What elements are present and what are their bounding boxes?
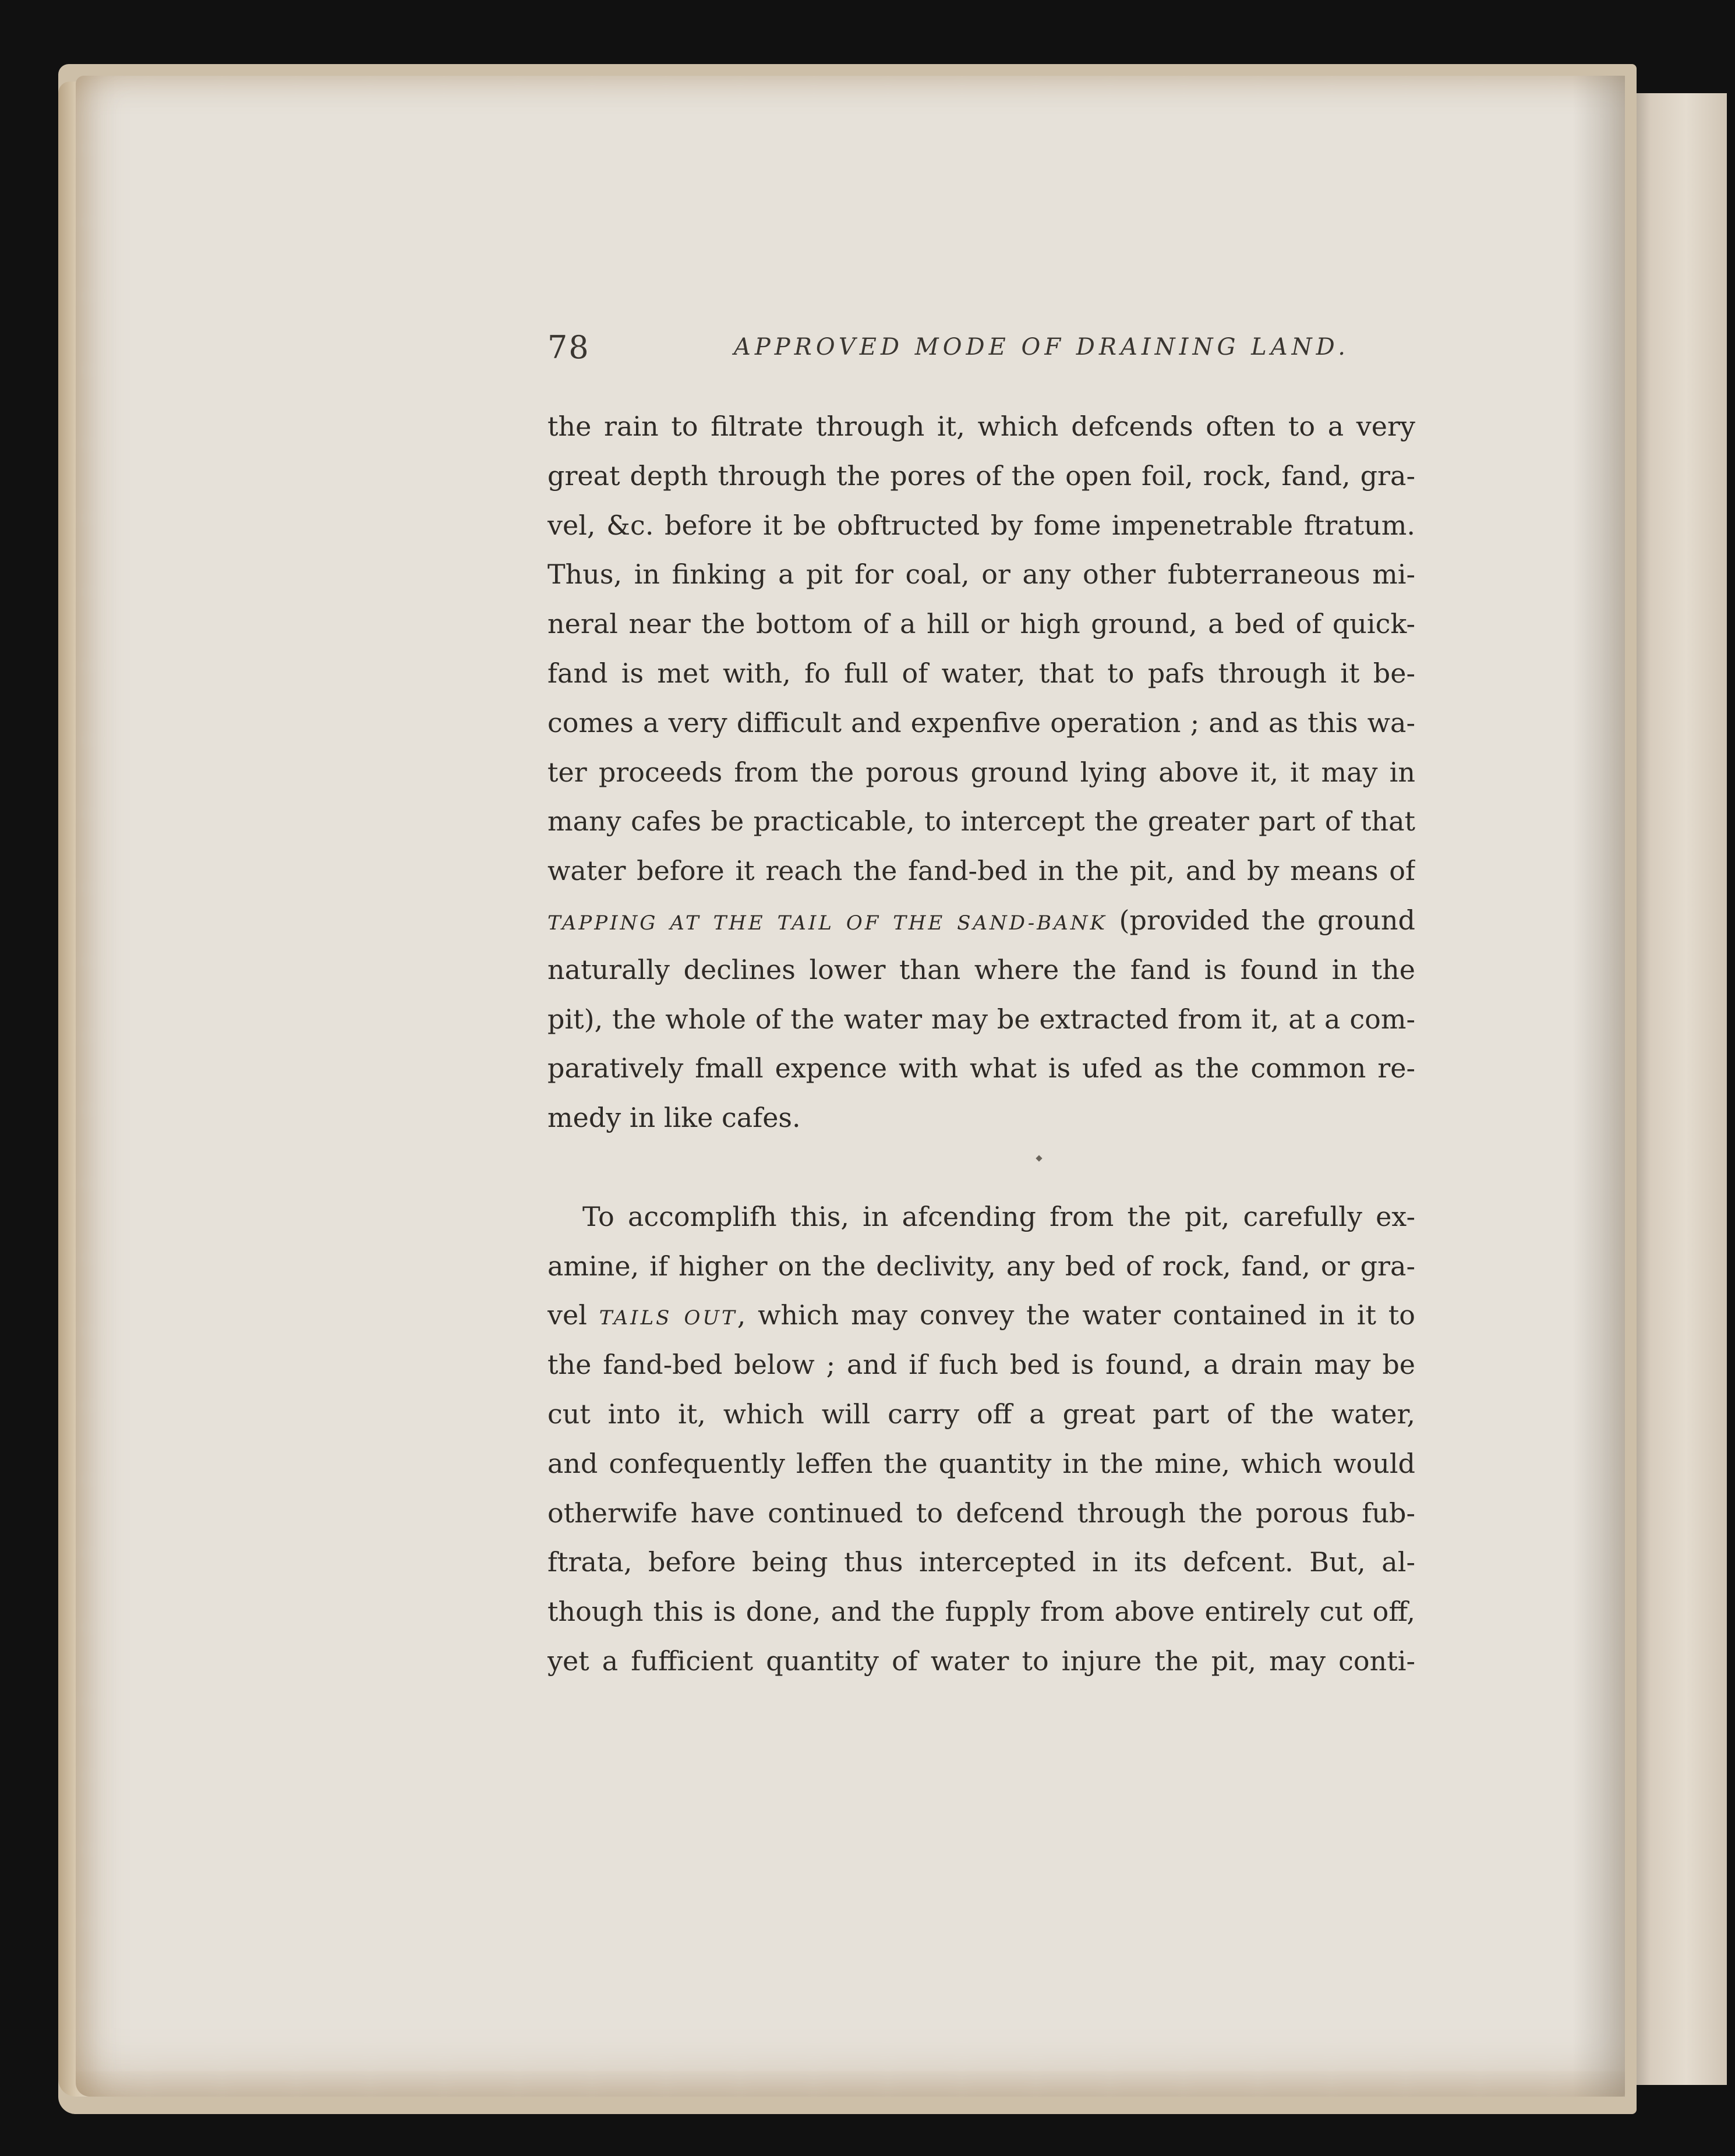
text-line: vel, &c. before it be obftructed by fome impenetrable ftratum.	[547, 509, 1415, 541]
text-line: ftrata, before being thus intercepted in its defcent. But, al-	[547, 1546, 1415, 1578]
text-line: medy in like cafes.	[547, 1102, 801, 1134]
text-line: the rain to filtrate through it, which defcends often to a very	[547, 411, 1415, 442]
text-line: fand is met with, fo full of water, that to pafs through it be-	[547, 657, 1415, 689]
line-rest: (provided the ground	[1107, 904, 1415, 936]
text-line: cut into it, which will carry off a great part of the water,	[547, 1398, 1415, 1430]
paragraph-gap	[547, 1143, 1415, 1192]
text-line: yet a fufficient quantity of water to injure the pit, may conti-	[547, 1645, 1415, 1677]
line-rest: , which may convey the water contained in it to	[737, 1299, 1415, 1331]
line-start: vel	[547, 1299, 599, 1331]
text-line-emphasis	[547, 896, 1415, 945]
running-head: APPROVED MODE OF DRAINING LAND.	[734, 334, 1349, 360]
text-line-emphasis	[547, 1291, 1415, 1340]
text-line: water before it reach the fand-bed in the pit, and by means of	[547, 855, 1415, 887]
text-line: comes a very difficult and expenfive operation ; and as this wa-	[547, 706, 1415, 738]
text-line: many cafes be practicable, to intercept the greater part of that	[547, 805, 1415, 837]
body-text	[547, 402, 1415, 1686]
text-line: amine, if higher on the declivity, any bed of rock, fand, or gra-	[547, 1250, 1415, 1282]
text-line: great depth through the pores of the open foil, rock, fand, gra-	[547, 460, 1415, 492]
small-caps-phrase: TAPPING AT THE TAIL OF THE SAND-BANK	[547, 911, 1107, 935]
text-line: naturally declines lower than where the fand is found in the	[547, 953, 1415, 985]
page-header	[547, 323, 1415, 381]
text-line: though this is done, and the fupply from above entirely cut off,	[547, 1596, 1415, 1628]
text-line: and confequently leffen the quantity in the mine, which would	[547, 1447, 1415, 1479]
text-line: ter proceeds from the porous ground lying above it, it may in	[547, 756, 1415, 788]
text-line: To accomplifh this, in afcending from the pit, carefully ex-	[582, 1200, 1415, 1232]
text-line: paratively fmall expence with what is ufed as the common re-	[547, 1052, 1415, 1084]
text-line: neral near the bottom of a hill or high ground, a bed of quick-	[547, 608, 1415, 640]
spine-shadow	[1573, 76, 1625, 2097]
text-line: the fand-bed below ; and if fuch bed is found, a drain may be	[547, 1349, 1415, 1381]
small-caps-phrase: TAILS OUT	[599, 1306, 737, 1330]
text-line: Thus, in finking a pit for coal, or any other fubterraneous mi-	[547, 559, 1415, 591]
facing-page-edge	[1625, 93, 1727, 2085]
text-line: pit), the whole of the water may be extracted from it, at a com-	[547, 1003, 1415, 1035]
page-number: 78	[547, 329, 590, 366]
text-line: otherwife have continued to defcend through the porous fub-	[547, 1497, 1415, 1529]
